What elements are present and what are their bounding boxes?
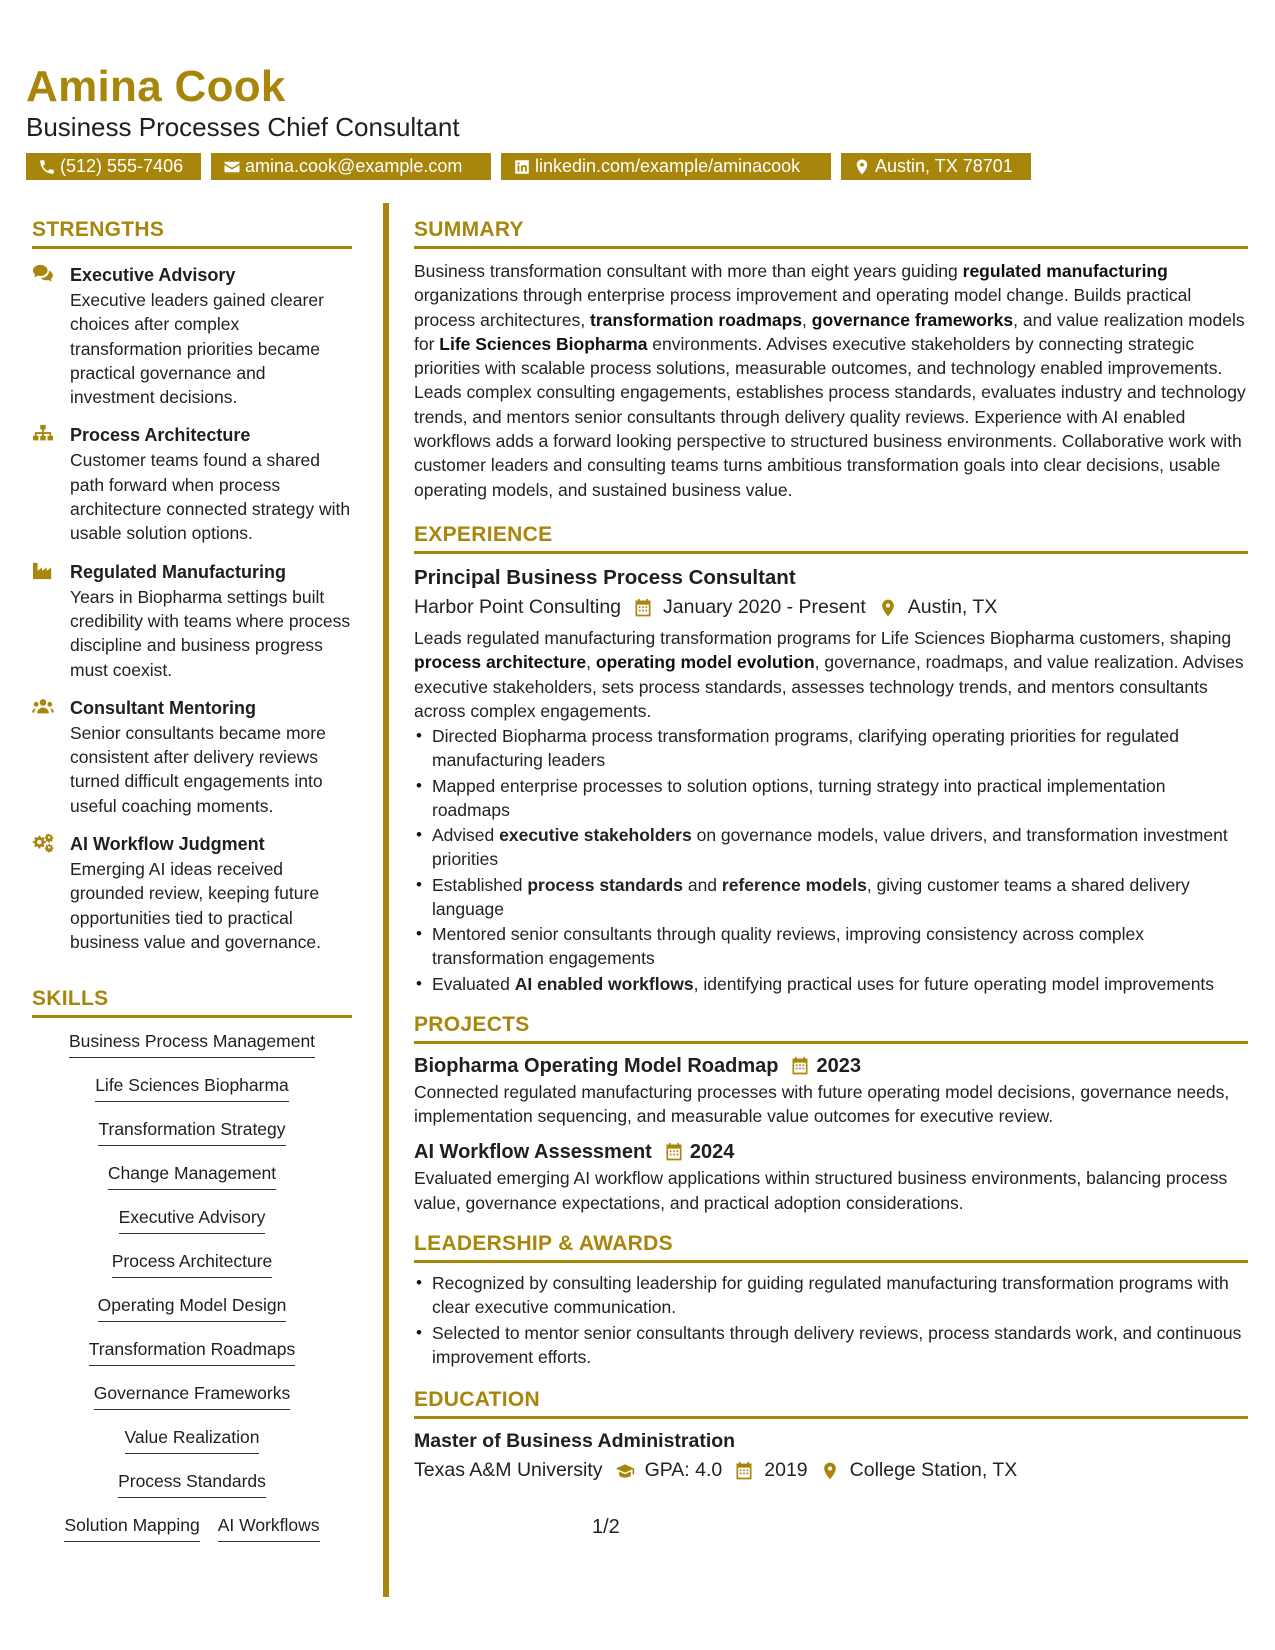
education-meta <box>414 1455 1248 1485</box>
role-meta <box>414 592 1248 622</box>
project-name: Biopharma Operating Model Roadmap <box>414 1054 779 1077</box>
education-entry <box>414 1427 1248 1485</box>
list-item: • Evaluated AI enabled workflows, identifying practical uses for future operating model improvements <box>414 972 1248 996</box>
skill-tag: Transformation Roadmaps <box>89 1338 296 1366</box>
strength-item <box>32 263 352 409</box>
strength-item <box>32 696 352 818</box>
strengths-heading: STRENGTHS <box>32 203 352 249</box>
skill-tag: Change Management <box>108 1162 276 1190</box>
role-description: Leads regulated manufacturing transformation programs for Life Sciences Biopharma customers, shaping process architecture, operating model evolution, governance, roadmaps, and value realization. Advises executive stakeholders, sets process standards, assesses technology trends, and mentors consultants across complex engagements. <box>414 627 1244 721</box>
experience-entry <box>414 564 1248 996</box>
school-name: Texas A&M University <box>414 1459 603 1482</box>
contact-linkedin-text: linkedin.com/example/aminacook <box>535 156 801 176</box>
project-entry <box>414 1138 1248 1215</box>
strength-name: Executive Advisory <box>70 265 236 285</box>
contact-email-text: amina.cook@example.com <box>245 156 463 176</box>
emphasis-text: governance frameworks <box>811 309 1014 330</box>
strength-name: Regulated Manufacturing <box>70 561 287 582</box>
map-marker-icon <box>853 158 871 176</box>
skill-tag: Process Architecture <box>112 1250 272 1278</box>
calendar-icon <box>633 597 653 617</box>
emphasis-text: reference models <box>721 874 867 895</box>
contact-bar <box>26 153 1031 180</box>
strength-item <box>32 423 352 545</box>
graduation-year: 2019 <box>764 1459 808 1482</box>
contact-location <box>841 153 1031 180</box>
calendar-icon <box>790 1056 810 1076</box>
list-item: • Mapped enterprise processes to solution options, turning strategy into practical implementation roadmaps <box>414 774 1248 823</box>
right-column <box>414 203 1248 1489</box>
list-item: • Mentored senior consultants through quality reviews, improving consistency across complex transformation engagements <box>414 922 1248 971</box>
skill-tag: Value Realization <box>125 1426 260 1454</box>
cogs-icon <box>32 833 54 853</box>
map-marker-icon <box>878 597 898 617</box>
strength-item <box>32 560 352 682</box>
project-description: Evaluated emerging AI workflow applications within structured business environments, balancing process value, governance expectations, and practical adoption considerations. <box>414 1168 1228 1213</box>
contact-phone[interactable] <box>26 153 201 180</box>
project-year: 2023 <box>816 1054 861 1077</box>
sitemap-icon <box>32 424 54 444</box>
list-item: • Selected to mentor senior consultants through delivery reviews, process standards work, and continuous improvement efforts. <box>414 1321 1248 1370</box>
emphasis-text: AI enabled workflows <box>514 973 694 994</box>
role-location: Austin, TX <box>907 595 998 618</box>
skill-tag: Life Sciences Biopharma <box>95 1074 289 1102</box>
skill-tag: Transformation Strategy <box>98 1118 285 1146</box>
project-entry <box>414 1052 1248 1129</box>
contact-location-text: Austin, TX 78701 <box>875 156 1013 176</box>
strength-description: Customer teams found a shared path forward when process architecture connected strategy with usable solution options. <box>70 450 351 544</box>
page-number: 1/2 <box>592 1516 620 1538</box>
users-icon <box>32 697 54 717</box>
contact-phone-text: (512) 555-7406 <box>60 156 184 176</box>
summary-text: Business transformation consultant with more than eight years guiding regulated manufacturing organizations through enterprise process improvement and operating model change. Builds practical process architectures, transformation roadmaps, governance frameworks, and value realization models for Life Sciences Biopharma environments. Advises executive stakeholders by connecting strategic priorities with scalable process solutions, measurable outcomes, and technology enabled improvements. Leads complex consulting engagements, establishes process standards, evaluates industry and technology trends, and mentors senior consultants through delivery quality reviews. Experience with AI enabled workflows adds a forward looking perspective to structured business environments. Collaborative work with customer leaders and consulting teams turns ambitious transformation goals into clear decisions, usable operating models, and sustained business value. <box>414 261 1246 500</box>
emphasis-text: executive stakeholders <box>499 825 692 846</box>
phone-icon <box>38 158 56 176</box>
skill-tag: AI Workflows <box>218 1514 320 1542</box>
skill-tag: Executive Advisory <box>119 1206 266 1234</box>
summary-heading: SUMMARY <box>414 203 1248 249</box>
calendar-icon <box>734 1460 754 1480</box>
skill-tag: Solution Mapping <box>64 1514 199 1542</box>
skills-list <box>32 1018 352 1558</box>
awards-list <box>414 1271 1248 1369</box>
gpa: GPA: 4.0 <box>644 1459 723 1482</box>
projects-heading: PROJECTS <box>414 998 1248 1044</box>
comments-icon <box>32 264 54 284</box>
list-item: • Recognized by consulting leadership for guiding regulated manufacturing transformation programs with clear executive communication. <box>414 1271 1248 1320</box>
skill-tag: Process Standards <box>118 1470 266 1498</box>
column-divider <box>383 203 389 1597</box>
role-bullets <box>414 724 1248 996</box>
skill-tag: Governance Frameworks <box>94 1382 290 1410</box>
list-item: • Established process standards and reference models, giving customer teams a shared delivery language <box>414 873 1248 922</box>
linkedin-icon <box>513 158 531 176</box>
candidate-name: Amina Cook <box>26 62 286 111</box>
awards-heading: LEADERSHIP & AWARDS <box>414 1217 1248 1263</box>
candidate-title: Business Processes Chief Consultant <box>26 112 460 142</box>
emphasis-text: regulated manufacturing <box>962 261 1168 281</box>
degree-name: Master of Business Administration <box>414 1430 736 1453</box>
left-column <box>32 203 352 1558</box>
graduation-cap-icon <box>615 1460 635 1480</box>
emphasis-text: process standards <box>527 874 683 895</box>
list-item: • Directed Biopharma process transformation programs, clarifying operating priorities for regulated manufacturing leaders <box>414 724 1248 773</box>
map-marker-icon <box>820 1460 840 1480</box>
project-year: 2024 <box>689 1141 735 1164</box>
emphasis-text: transformation roadmaps <box>590 309 803 330</box>
role-dates: January 2020 - Present <box>663 595 866 618</box>
strength-name: Process Architecture <box>70 425 251 446</box>
role-title: Principal Business Process Consultant <box>414 565 796 589</box>
skill-tag: Business Process Management <box>69 1030 315 1058</box>
company-name: Harbor Point Consulting <box>414 595 622 618</box>
calendar-icon <box>664 1142 684 1162</box>
strength-description: Executive leaders gained clearer choices after complex transformation priorities became practical governance and investment decisions. <box>70 290 324 408</box>
contact-linkedin[interactable] <box>501 153 831 180</box>
project-name: AI Workflow Assessment <box>414 1141 652 1164</box>
emphasis-text: Life Sciences Biopharma <box>439 333 648 354</box>
strength-description: Emerging AI ideas received grounded review, keeping future opportunities tied to practical business value and governance. <box>70 859 322 952</box>
project-description: Connected regulated manufacturing processes with future operating model decisions, governance needs, implementation sequencing, and measurable value outcomes for executive review. <box>414 1081 1230 1127</box>
school-location: College Station, TX <box>849 1459 1018 1482</box>
list-item: • Advised executive stakeholders on governance models, value drivers, and transformation investment priorities <box>414 823 1248 872</box>
strength-description: Senior consultants became more consistent after delivery reviews turned difficult engagements into useful coaching moments. <box>70 722 326 816</box>
envelope-icon <box>223 158 241 176</box>
experience-heading: EXPERIENCE <box>414 508 1248 554</box>
contact-email[interactable] <box>211 153 491 180</box>
strength-item <box>32 832 352 954</box>
emphasis-text: operating model evolution <box>595 652 815 673</box>
industry-icon <box>32 561 54 581</box>
skill-tag: Operating Model Design <box>98 1294 287 1322</box>
strength-description: Years in Biopharma settings built credibility with teams where process discipline and business progress must coexist. <box>70 586 351 680</box>
education-heading: EDUCATION <box>414 1373 1248 1419</box>
skills-heading: SKILLS <box>32 972 352 1018</box>
emphasis-text: process architecture <box>414 652 587 673</box>
strength-name: Consultant Mentoring <box>70 697 256 718</box>
strength-name: AI Workflow Judgment <box>70 834 265 855</box>
